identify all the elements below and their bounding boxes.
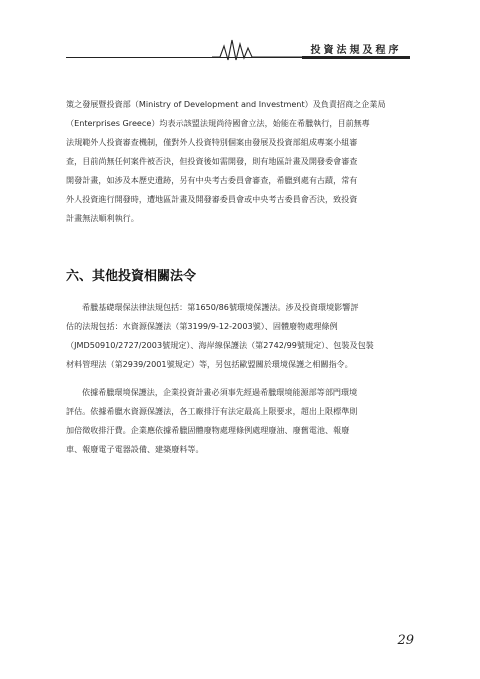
text-line: 計畫無法順利執行。: [66, 213, 139, 223]
header-title-underline: [302, 56, 410, 59]
text-line: 估的法規包括：水資源保護法（第3199/9-12-2003號）、固體廢物處理條例: [66, 321, 338, 331]
text-line: 外人投資進行開發時，遭地區計畫及開發審委員會或中央考古委員會否決，致投資: [66, 194, 358, 204]
text-line: 策之發展暨投資部（Ministry of Development and Investment）及負責招商之企業局: [66, 99, 386, 109]
paragraph-environmental-laws: [66, 298, 411, 374]
text-line: （Enterprises Greece）均表示該盟法規尚待國會立法，始能在希臘執行，目前無專: [66, 118, 370, 128]
text-line: 依據希臘環境保護法，企業投資計畫必須事先經過希臘環境能源部等部門環境: [82, 387, 358, 397]
text-line: 開發計畫，如涉及本歷史遺跡，另有中央考古委員會審查，希臘到處有古蹟，常有: [66, 175, 358, 185]
header-title: 投資法規及程序: [310, 45, 402, 56]
text-line: 加倍徵收排汙費。企業應依據希臘固體廢物處理條例處理廢油、廢舊電池、報廢: [66, 425, 350, 435]
text-line: 材料管理法（第2939/2001號規定）等，另包括歐盟關於環境保護之相關指令。: [66, 359, 353, 369]
section-heading: 六、其他投資相關法令: [66, 269, 197, 284]
page-number: 29: [397, 633, 414, 648]
text-line: 車、報廢電子電器設備、建築廢料等。: [66, 444, 204, 454]
text-line: 法規範外人投資審查機制，僅對外人投資特別個案由發展及投資部組成專案小組審: [66, 137, 358, 147]
header-wave-decoration: [212, 36, 302, 62]
text-line: 評估。依據希臘水資源保護法，各工廠排汙有法定最高上限要求，超出上限標準則: [66, 406, 358, 416]
text-line: （JMD50910/2727/2003號規定）、海岸線保護法（第2742/99號規定）、包裝及包裝: [66, 340, 374, 350]
text-line: 查，目前尚無任何案件被否決，但投資後如需開發，則有地區計畫及開發委會審查: [66, 156, 358, 166]
text-line: 希臘基礎環保法律法規包括：第1650/86號環境保護法。涉及投資環境影響評: [82, 302, 359, 312]
paragraph-environmental-assessment: [66, 383, 411, 459]
paragraph-investment-review: [66, 95, 411, 228]
